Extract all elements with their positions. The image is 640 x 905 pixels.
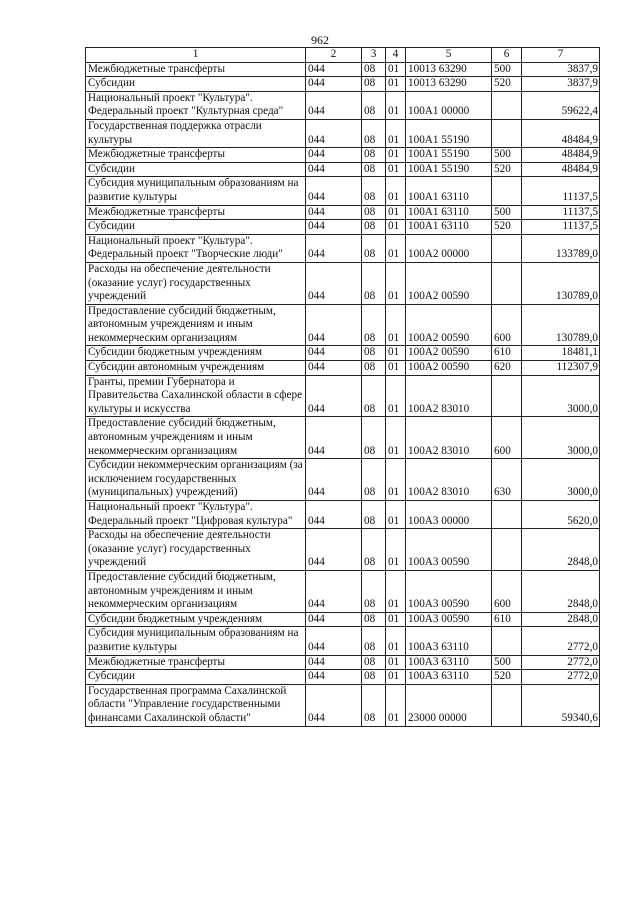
row-target-cell: 100А3 00590 [406, 529, 492, 571]
row-subsection-cell: 01 [386, 346, 406, 361]
row-name-cell: Субсидии [86, 77, 306, 92]
row-target-cell: 100А2 00590 [406, 361, 492, 376]
row-amount-cell: 3837,9 [522, 77, 600, 92]
row-section-cell: 08 [362, 304, 386, 346]
row-subsection-cell: 01 [386, 205, 406, 220]
row-target-cell: 100А3 00000 [406, 501, 492, 529]
row-subsection-cell: 01 [386, 91, 406, 119]
row-name-cell: Расходы на обеспечение деятельности (оказание услуг) государственных учреждений [86, 262, 306, 304]
row-section-cell: 08 [362, 570, 386, 612]
row-type-cell [492, 684, 522, 726]
row-target-cell: 100А2 00590 [406, 346, 492, 361]
row-section-cell: 08 [362, 119, 386, 147]
row-subsection-cell: 01 [386, 62, 406, 77]
table-row [86, 162, 600, 177]
row-section-cell: 08 [362, 162, 386, 177]
row-amount-cell: 2848,0 [522, 612, 600, 627]
row-amount-cell: 2772,0 [522, 670, 600, 685]
row-section-cell: 08 [362, 684, 386, 726]
row-target-cell: 100А1 63110 [406, 205, 492, 220]
table-row [86, 670, 600, 685]
row-amount-cell: 59340,6 [522, 684, 600, 726]
row-target-cell: 100А2 00590 [406, 304, 492, 346]
row-type-cell: 500 [492, 205, 522, 220]
table-row [86, 346, 600, 361]
row-ministry-cell: 044 [306, 304, 362, 346]
header-col-4: 4 [386, 48, 406, 63]
row-type-cell [492, 262, 522, 304]
row-target-cell: 100А1 55190 [406, 119, 492, 147]
row-type-cell: 600 [492, 570, 522, 612]
row-section-cell: 08 [362, 361, 386, 376]
row-name-cell: Государственная поддержка отрасли культуры [86, 119, 306, 147]
row-amount-cell: 48484,9 [522, 148, 600, 163]
header-col-6: 6 [492, 48, 522, 63]
row-ministry-cell: 044 [306, 570, 362, 612]
row-section-cell: 08 [362, 529, 386, 571]
row-name-cell: Субсидия муниципальным образованиям на развитие культуры [86, 627, 306, 655]
row-name-cell: Гранты, премии Губернатора и Правительства Сахалинской области в сфере культуры и искусства [86, 375, 306, 417]
row-ministry-cell: 044 [306, 417, 362, 459]
row-target-cell: 10013 63290 [406, 62, 492, 77]
table-header-row [86, 48, 600, 63]
row-ministry-cell: 044 [306, 612, 362, 627]
row-name-cell: Межбюджетные трансферты [86, 148, 306, 163]
table-row [86, 570, 600, 612]
table-row [86, 501, 600, 529]
row-type-cell: 630 [492, 459, 522, 501]
row-subsection-cell: 01 [386, 570, 406, 612]
table-row [86, 262, 600, 304]
row-ministry-cell: 044 [306, 655, 362, 670]
header-col-7: 7 [522, 48, 600, 63]
header-col-3: 3 [362, 48, 386, 63]
row-amount-cell: 2772,0 [522, 627, 600, 655]
row-subsection-cell: 01 [386, 262, 406, 304]
row-amount-cell: 130789,0 [522, 262, 600, 304]
row-type-cell: 500 [492, 62, 522, 77]
row-section-cell: 08 [362, 234, 386, 262]
row-name-cell: Предоставление субсидий бюджетным, автономным учреждениям и иным некоммерческим организациям [86, 570, 306, 612]
row-type-cell: 600 [492, 417, 522, 459]
row-target-cell: 100А2 00000 [406, 234, 492, 262]
table-row [86, 220, 600, 235]
row-section-cell: 08 [362, 501, 386, 529]
row-ministry-cell: 044 [306, 162, 362, 177]
row-ministry-cell: 044 [306, 177, 362, 205]
table-row [86, 375, 600, 417]
row-amount-cell: 2848,0 [522, 529, 600, 571]
row-target-cell: 100А2 83010 [406, 375, 492, 417]
row-section-cell: 08 [362, 220, 386, 235]
table-row [86, 627, 600, 655]
row-ministry-cell: 044 [306, 670, 362, 685]
header-col-5: 5 [406, 48, 492, 63]
row-section-cell: 08 [362, 655, 386, 670]
row-section-cell: 08 [362, 77, 386, 92]
row-name-cell: Межбюджетные трансферты [86, 62, 306, 77]
row-subsection-cell: 01 [386, 529, 406, 571]
row-name-cell: Субсидии автономным учреждениям [86, 361, 306, 376]
row-type-cell [492, 375, 522, 417]
row-amount-cell: 112307,9 [522, 361, 600, 376]
row-ministry-cell: 044 [306, 346, 362, 361]
row-amount-cell: 3000,0 [522, 375, 600, 417]
row-target-cell: 100А1 55190 [406, 162, 492, 177]
row-section-cell: 08 [362, 177, 386, 205]
row-type-cell: 520 [492, 670, 522, 685]
row-amount-cell: 48484,9 [522, 162, 600, 177]
row-subsection-cell: 01 [386, 234, 406, 262]
row-section-cell: 08 [362, 375, 386, 417]
row-section-cell: 08 [362, 262, 386, 304]
table-row [86, 119, 600, 147]
row-target-cell: 100А3 00590 [406, 570, 492, 612]
row-ministry-cell: 044 [306, 684, 362, 726]
row-type-cell [492, 501, 522, 529]
table-row [86, 655, 600, 670]
row-subsection-cell: 01 [386, 304, 406, 346]
row-subsection-cell: 01 [386, 77, 406, 92]
row-name-cell: Межбюджетные трансферты [86, 655, 306, 670]
budget-table [85, 47, 600, 727]
table-row [86, 684, 600, 726]
row-section-cell: 08 [362, 417, 386, 459]
table-row [86, 62, 600, 77]
row-target-cell: 100А3 63110 [406, 670, 492, 685]
row-type-cell: 500 [492, 148, 522, 163]
row-name-cell: Государственная программа Сахалинской области "Управление государственными финансами Сахалинской области" [86, 684, 306, 726]
row-subsection-cell: 01 [386, 501, 406, 529]
row-amount-cell: 11137,5 [522, 205, 600, 220]
row-subsection-cell: 01 [386, 612, 406, 627]
row-target-cell: 100А3 00590 [406, 612, 492, 627]
table-row [86, 529, 600, 571]
row-amount-cell: 2772,0 [522, 655, 600, 670]
row-section-cell: 08 [362, 346, 386, 361]
table-row [86, 612, 600, 627]
row-section-cell: 08 [362, 612, 386, 627]
row-amount-cell: 130789,0 [522, 304, 600, 346]
table-row [86, 77, 600, 92]
row-ministry-cell: 044 [306, 77, 362, 92]
row-ministry-cell: 044 [306, 501, 362, 529]
row-subsection-cell: 01 [386, 627, 406, 655]
row-amount-cell: 3000,0 [522, 459, 600, 501]
table-row [86, 304, 600, 346]
row-target-cell: 100А1 63110 [406, 220, 492, 235]
row-subsection-cell: 01 [386, 375, 406, 417]
row-type-cell: 520 [492, 220, 522, 235]
row-type-cell [492, 529, 522, 571]
row-ministry-cell: 044 [306, 148, 362, 163]
row-name-cell: Субсидии некоммерческим организациям (за исключением государственных (муниципальных) учреждений) [86, 459, 306, 501]
row-type-cell: 500 [492, 655, 522, 670]
row-section-cell: 08 [362, 627, 386, 655]
table-row [86, 177, 600, 205]
row-target-cell: 23000 00000 [406, 684, 492, 726]
row-type-cell [492, 627, 522, 655]
row-name-cell: Субсидии бюджетным учреждениям [86, 346, 306, 361]
row-name-cell: Субсидии бюджетным учреждениям [86, 612, 306, 627]
row-subsection-cell: 01 [386, 119, 406, 147]
row-type-cell [492, 234, 522, 262]
row-section-cell: 08 [362, 459, 386, 501]
row-type-cell [492, 91, 522, 119]
row-type-cell: 520 [492, 77, 522, 92]
table-body [86, 62, 600, 726]
row-ministry-cell: 044 [306, 119, 362, 147]
row-section-cell: 08 [362, 91, 386, 119]
table-row [86, 91, 600, 119]
row-subsection-cell: 01 [386, 162, 406, 177]
row-name-cell: Субсидии [86, 220, 306, 235]
row-subsection-cell: 01 [386, 417, 406, 459]
row-subsection-cell: 01 [386, 655, 406, 670]
row-amount-cell: 59622,4 [522, 91, 600, 119]
row-subsection-cell: 01 [386, 177, 406, 205]
row-ministry-cell: 044 [306, 627, 362, 655]
page-number: 962 [311, 33, 329, 47]
row-subsection-cell: 01 [386, 684, 406, 726]
row-amount-cell: 3837,9 [522, 62, 600, 77]
row-target-cell: 100А1 55190 [406, 148, 492, 163]
row-amount-cell: 2848,0 [522, 570, 600, 612]
header-col-1: 1 [86, 48, 306, 63]
row-section-cell: 08 [362, 148, 386, 163]
row-type-cell: 610 [492, 612, 522, 627]
row-target-cell: 100А3 63110 [406, 627, 492, 655]
row-type-cell [492, 177, 522, 205]
row-subsection-cell: 01 [386, 670, 406, 685]
row-type-cell: 520 [492, 162, 522, 177]
table-row [86, 361, 600, 376]
row-subsection-cell: 01 [386, 361, 406, 376]
row-ministry-cell: 044 [306, 220, 362, 235]
row-target-cell: 10013 63290 [406, 77, 492, 92]
table-row [86, 205, 600, 220]
row-section-cell: 08 [362, 205, 386, 220]
row-section-cell: 08 [362, 670, 386, 685]
row-target-cell: 100А2 83010 [406, 417, 492, 459]
table-row [86, 148, 600, 163]
row-ministry-cell: 044 [306, 459, 362, 501]
row-amount-cell: 133789,0 [522, 234, 600, 262]
row-name-cell: Предоставление субсидий бюджетным, автономным учреждениям и иным некоммерческим организациям [86, 417, 306, 459]
row-name-cell: Предоставление субсидий бюджетным, автономным учреждениям и иным некоммерческим организациям [86, 304, 306, 346]
row-target-cell: 100А2 83010 [406, 459, 492, 501]
row-section-cell: 08 [362, 62, 386, 77]
row-name-cell: Национальный проект "Культура". Федеральный проект "Творческие люди" [86, 234, 306, 262]
row-amount-cell: 48484,9 [522, 119, 600, 147]
row-target-cell: 100А2 00590 [406, 262, 492, 304]
row-target-cell: 100А1 63110 [406, 177, 492, 205]
row-target-cell: 100А1 00000 [406, 91, 492, 119]
row-name-cell: Субсидия муниципальным образованиям на развитие культуры [86, 177, 306, 205]
row-subsection-cell: 01 [386, 220, 406, 235]
row-name-cell: Субсидии [86, 162, 306, 177]
row-name-cell: Национальный проект "Культура". Федеральный проект "Цифровая культура" [86, 501, 306, 529]
row-ministry-cell: 044 [306, 91, 362, 119]
header-col-2: 2 [306, 48, 362, 63]
row-amount-cell: 3000,0 [522, 417, 600, 459]
table-row [86, 417, 600, 459]
row-ministry-cell: 044 [306, 529, 362, 571]
row-target-cell: 100А3 63110 [406, 655, 492, 670]
row-name-cell: Субсидии [86, 670, 306, 685]
row-ministry-cell: 044 [306, 262, 362, 304]
row-ministry-cell: 044 [306, 375, 362, 417]
row-amount-cell: 5620,0 [522, 501, 600, 529]
row-type-cell [492, 119, 522, 147]
row-ministry-cell: 044 [306, 234, 362, 262]
table-row [86, 234, 600, 262]
row-subsection-cell: 01 [386, 148, 406, 163]
table-row [86, 459, 600, 501]
row-amount-cell: 11137,5 [522, 220, 600, 235]
row-type-cell: 600 [492, 304, 522, 346]
row-name-cell: Расходы на обеспечение деятельности (оказание услуг) государственных учреждений [86, 529, 306, 571]
row-type-cell: 620 [492, 361, 522, 376]
row-ministry-cell: 044 [306, 361, 362, 376]
row-ministry-cell: 044 [306, 205, 362, 220]
row-amount-cell: 11137,5 [522, 177, 600, 205]
row-subsection-cell: 01 [386, 459, 406, 501]
row-name-cell: Межбюджетные трансферты [86, 205, 306, 220]
row-name-cell: Национальный проект "Культура". Федеральный проект "Культурная среда" [86, 91, 306, 119]
row-amount-cell: 18481,1 [522, 346, 600, 361]
row-ministry-cell: 044 [306, 62, 362, 77]
row-type-cell: 610 [492, 346, 522, 361]
